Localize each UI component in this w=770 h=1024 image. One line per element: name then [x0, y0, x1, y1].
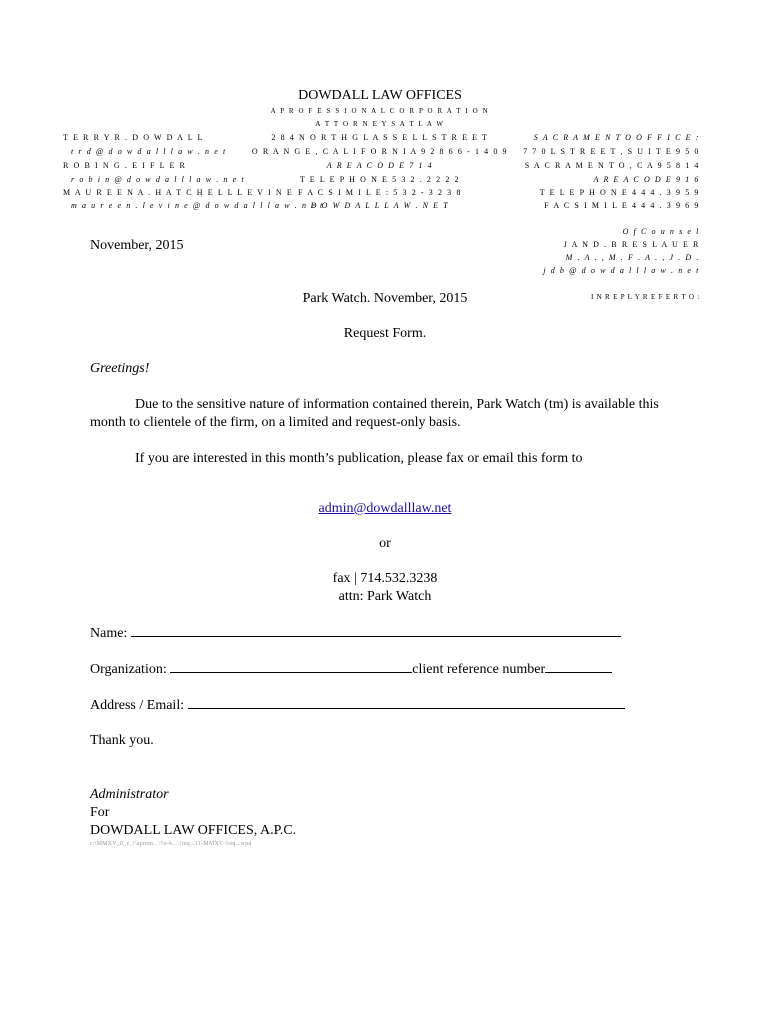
sacramento-heading: S A C R A M E N T O O F F I C E :	[533, 133, 700, 142]
sacramento-telephone: T E L E P H O N E 4 4 4 . 3 9 5 9	[539, 188, 700, 197]
fax-attention: attn: Park Watch	[338, 589, 432, 604]
signer-title: Administrator	[90, 787, 169, 802]
attorney-email: t r d @ d o w d a l l l a w . n e t	[71, 147, 227, 156]
firm-name: DOWDALL LAW OFFICES	[298, 88, 462, 103]
organization-row	[90, 660, 612, 678]
attorney-email: r o b i n @ d o w d a l l l a w . n e t	[71, 175, 246, 184]
file-path: c:\MMXV_0_v_!\aprom...\!\e-b...\!req...11-MMXV-!req...wpd	[90, 841, 252, 847]
of-counsel-email: j d b @ d o w d a l l l a w . n e t	[543, 266, 700, 275]
attorney-email: m a u r e e n . l e v i n e @ d o w d a l l l a w . n e t	[71, 201, 324, 210]
client-reference-field[interactable]	[545, 660, 612, 673]
attorney-name: T E R R Y R . D O W D A L L	[63, 133, 204, 142]
letter-date: November, 2015	[90, 238, 184, 253]
sacramento-area-code: A R E A C O D E 9 1 6	[593, 175, 700, 184]
sacramento-street: 7 7 0 L S T R E E T , S U I T E 9 5 0	[523, 147, 700, 156]
address-email-label: Address / Email:	[90, 698, 185, 713]
of-counsel-heading: O f C o u n s e l	[622, 227, 700, 236]
for-text: For	[90, 805, 110, 820]
firm-area-code: A R E A C O D E 7 1 4	[326, 161, 434, 170]
firm-address-street: 2 8 4 N O R T H G L A S S E L L S T R E E T	[271, 133, 489, 142]
firm-type: A P R O F E S S I O N A L C O R P O R A T I O N	[270, 107, 490, 115]
document-title: Park Watch. November, 2015	[302, 291, 468, 306]
intro-paragraph: Due to the sensitive nature of information contained therein, Park Watch (tm) is available this month to clientele of the firm, on a limited and request-only basis.	[90, 397, 659, 430]
or-text: or	[379, 536, 391, 551]
of-counsel-name: J A N D . B R E S L A U E R	[563, 240, 700, 249]
instruction-paragraph: If you are interested in this month’s publication, please fax or email this form to	[135, 451, 583, 466]
signature-firm: DOWDALL LAW OFFICES, A.P.C.	[90, 823, 297, 838]
reply-refer-label: I N R E P L Y R E F E R T O :	[590, 293, 700, 301]
sacramento-city: S A C R A M E N T O , C A 9 5 8 1 4	[524, 161, 700, 170]
document-subtitle: Request Form.	[343, 326, 427, 341]
fax-number: fax | 714.532.3238	[332, 571, 438, 586]
address-email-field[interactable]	[188, 696, 625, 709]
client-reference-label: client reference number	[412, 662, 546, 677]
contact-email-link[interactable]: admin@dowdalllaw.net	[318, 501, 452, 516]
organization-field[interactable]	[170, 660, 412, 673]
firm-subtitle: A T T O R N E Y S A T L A W	[315, 120, 445, 128]
name-row	[90, 624, 621, 642]
greeting: Greetings!	[90, 361, 150, 376]
sacramento-facsimile: F A C S I M I L E 4 4 4 . 3 9 6 9	[544, 201, 700, 210]
firm-telephone: T E L E P H O N E 5 3 2 . 2 2 2 2	[299, 175, 461, 184]
attorney-name: M A U R E E N A . H A T C H E L L L E V I N E	[63, 188, 294, 197]
address-row	[90, 696, 625, 714]
firm-website: D O W D A L L L A W . N E T	[310, 201, 450, 210]
organization-label: Organization:	[90, 662, 167, 677]
firm-address-city: O R A N G E , C A L I F O R N I A 9 2 8 6 6 - 1 4 0 9	[251, 147, 509, 156]
attorney-name: R O B I N G . E I F L E R	[63, 161, 187, 170]
name-label: Name:	[90, 626, 128, 641]
of-counsel-degrees: M . A . , M . F . A . , J . D .	[565, 253, 700, 262]
name-field[interactable]	[131, 624, 621, 637]
firm-facsimile: F A C S I M I L E : 5 3 2 - 3 2 3 8	[298, 188, 462, 197]
thank-you: Thank you.	[90, 733, 154, 748]
